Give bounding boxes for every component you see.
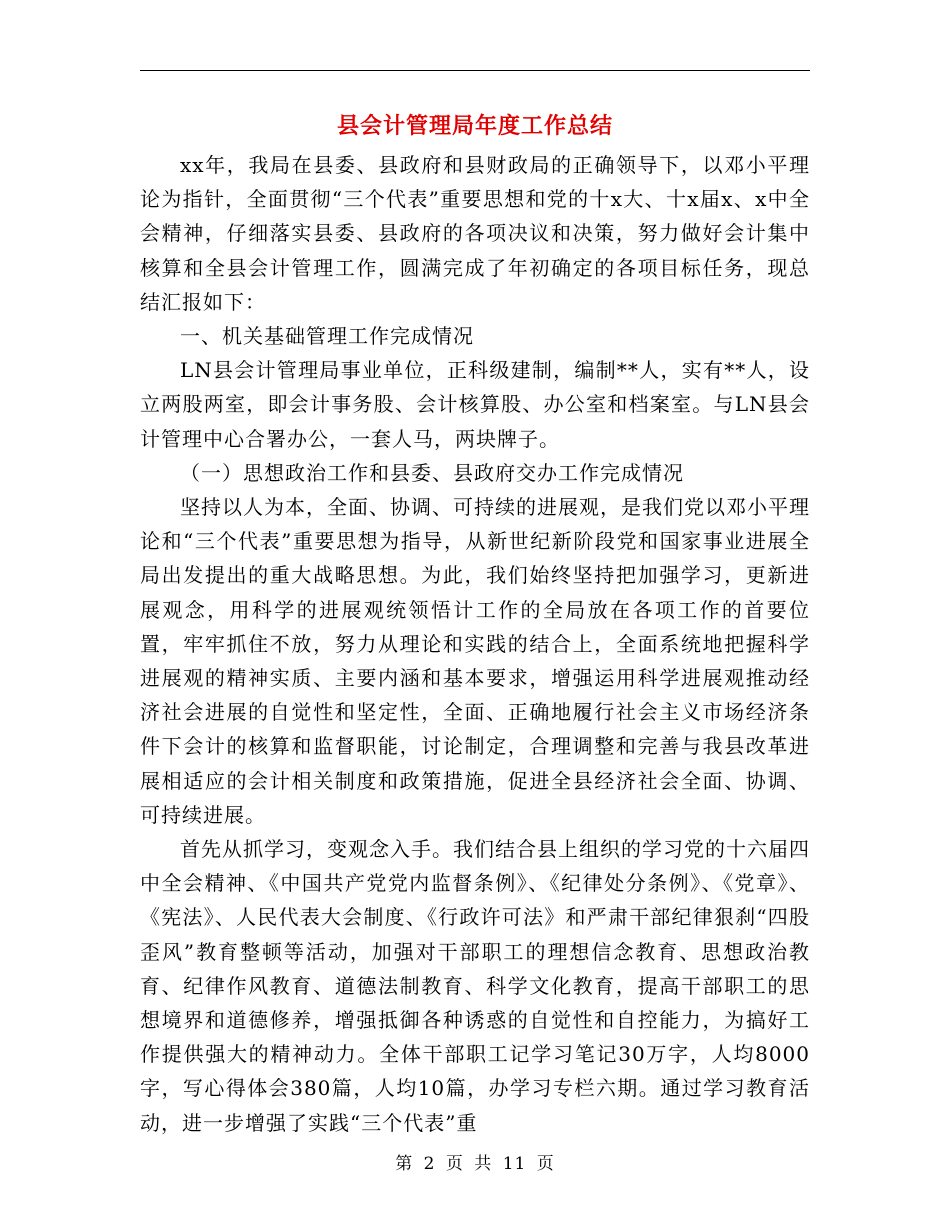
page-number-footer: 第 2 页 共 11 页 <box>395 1154 555 1174</box>
document-body <box>140 148 810 1140</box>
subsection-heading-1: （一）思想政治工作和县委、县政府交办工作完成情况 <box>180 460 684 485</box>
paragraph-development-view: 坚持以人为本，全面、协调、可持续的进展观，是我们党以邓小平理论和“三个代表”重要思想为指导，从新世纪新阶段党和国家事业进展全局出发提出的重大战略思想。为此，我们始终坚持把加强学习，更新进展观念，用科学的进展观统领悟计工作的全局放在各项工作的首要位置，牢牢抓住不放，努力从理论和实践的结合上，全面系统地把握科学进展观的精神实质、主要内涵和基本要求，增强运用科学进展观推动经济社会进展的自觉性和坚定性，全面、正确地履行社会主义市场经济条件下会计的核算和监督职能，讨论制定，合理调整和完善与我县改革进展相适应的会计相关制度和政策措施，促进全县经济社会全面、协调、可持续进展。 <box>140 495 810 827</box>
document-title: 县会计管理局年度工作总结 <box>336 113 613 139</box>
paragraph-intro: xx年，我局在县委、县政府和县财政局的正确领导下，以邓小平理论为指针，全面贯彻“三个代表”重要思想和党的十x大、十x届x、x中全会精神，仔细落实县委、县政府的各项决议和决策，努力做好会计集中核算和全县会计管理工作，圆满完成了年初确定的各项目标任务，现总结汇报如下： <box>140 153 810 314</box>
section-heading-1: 一、机关基础管理工作完成情况 <box>180 324 474 349</box>
header-rule <box>140 70 810 71</box>
paragraph-org-info: LN县会计管理局事业单位，正科级建制，编制**人，实有**人，设立两股两室，即会计事务股、会计核算股、办公室和档案室。与LN县会计管理中心合署办公，一套人马，两块牌子。 <box>140 358 810 451</box>
paragraph-study: 首先从抓学习，变观念入手。我们结合县上组织的学习党的十六届四中全会精神、《中国共产党党内监督条例》、《纪律处分条例》、《党章》、《宪法》、人民代表大会制度、《行政许可法》和严肃干部纪律狠刹“四股歪风”教育整顿等活动，加强对干部职工的理想信念教育、思想政治教育、纪律作风教育、道德法制教育、科学文化教育，提高干部职工的思想境界和道德修养，增强抵御各种诱惑的自觉性和自控能力，为搞好工作提供强大的精神动力。全体干部职工记学习笔记30万字，人均8000字，写心得体会380篇，人均10篇，办学习专栏六期。通过学习教育活动，进一步增强了实践“三个代表”重 <box>140 837 810 1135</box>
